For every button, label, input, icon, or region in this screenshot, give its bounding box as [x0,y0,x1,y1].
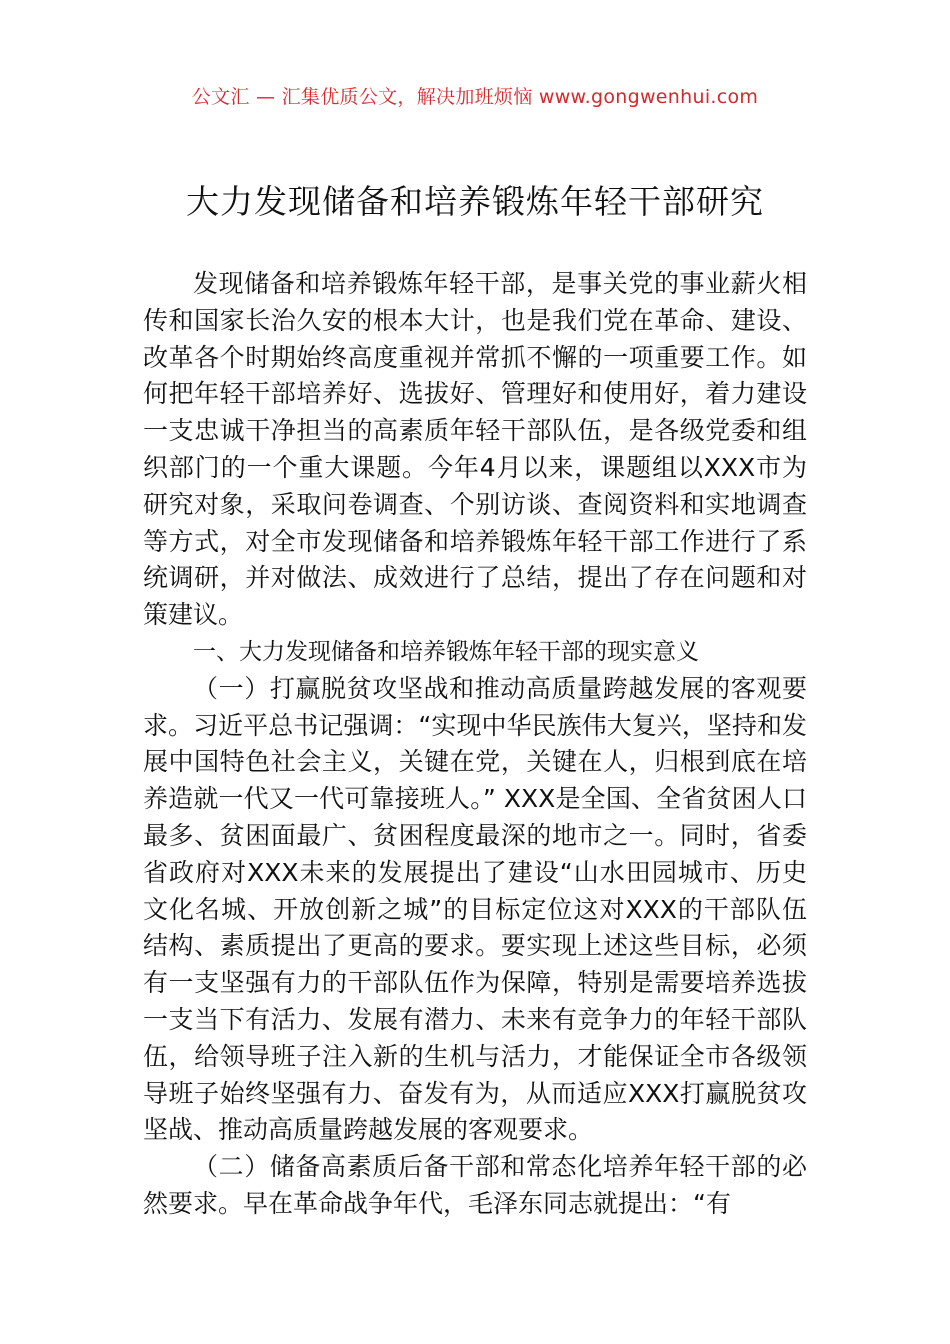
section-point-2: （二）储备高素质后备干部和常态化培养年轻干部的必然要求。早在革命战争年代，毛泽东同志就提出：“有 [143,1152,807,1218]
section-heading: 一、大力发现储备和培养锻炼年轻干部的现实意义 [193,638,699,665]
intro-paragraph: 发现储备和培养锻炼年轻干部，是事关党的事业薪火相传和国家长治久安的根本大计，也是我们党在革命、建设、改革各个时期始终高度重视并常抓不懈的一项重要工作。如何把年轻干部培养好、选拔好、管理好和使用好，着力建设一支忠诚干净担当的高素质年轻干部队伍，是各级党委和组织部门的一个重大课题。今年4月以来，课题组以XXX市为研究对象，采取问卷调查、个别访谈、查阅资料和实地调查等方式，对全市发现储备和培养锻炼年轻干部工作进行了系统调研，并对做法、成效进行了总结，提出了存在问题和对策建议。 [143,269,807,630]
document-body [143,266,807,1223]
header-banner: 公文汇 — 汇集优质公文，解决加班烦恼 www.gongwenhui.com [191,86,759,108]
document-title: 大力发现储备和培养锻炼年轻干部研究 [186,182,764,221]
section-point-1: （一）打赢脱贫攻坚战和推动高质量跨越发展的客观要求。习近平总书记强调：“实现中华民族伟大复兴，坚持和发展中国特色社会主义，关键在党，关键在人，归根到底在培养造就一代又一代可靠接班人。” XXX是全国、全省贫困人口最多、贫困面最广、贫困程度最深的地市之一。同时，省委省政府对XXX未来的发展提出了建设“山水田园城市、历史文化名城、开放创新之城”的目标定位这对XXX的干部队伍结构、素质提出了更高的要求。要实现上述这些目标，必须有一支坚强有力的干部队伍作为保障，特别是需要培养选拔一支当下有活力、发展有潜力、未来有竞争力的年轻干部队伍，给领导班子注入新的生机与活力，才能保证全市各级领导班子始终坚强有力、奋发有为，从而适应XXX打赢脱贫攻坚战、推动高质量跨越发展的客观要求。 [143,673,807,1145]
